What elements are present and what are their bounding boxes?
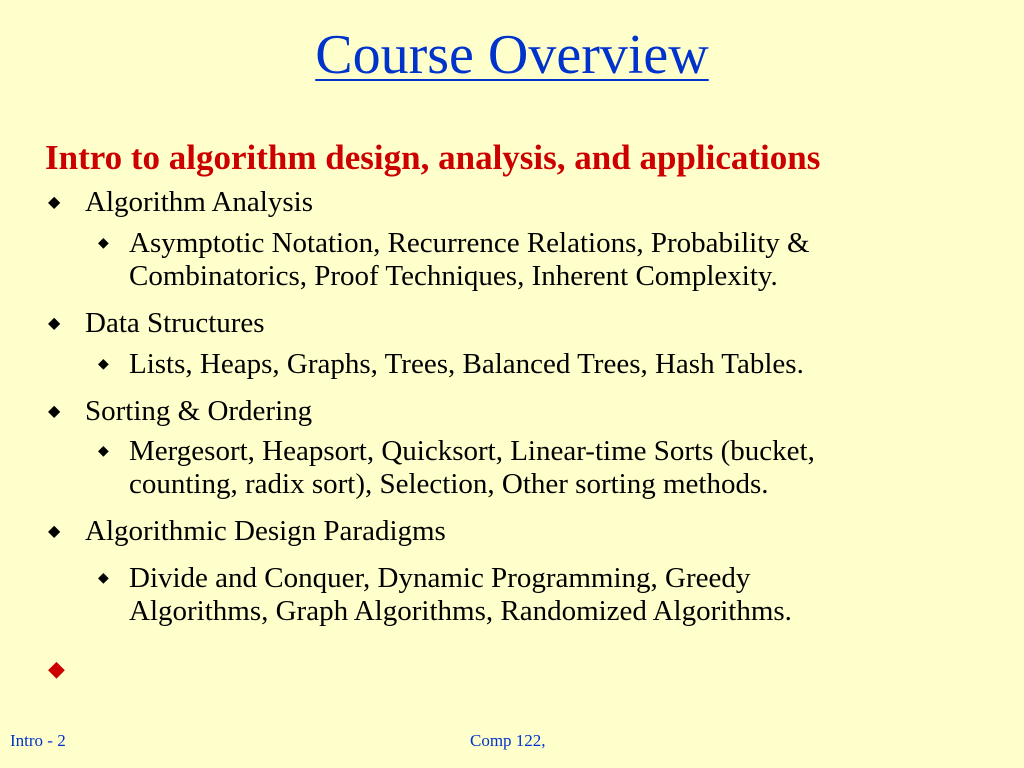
diamond-bullet-icon: ◆ — [48, 315, 61, 332]
sub-bullet-line: Lists, Heaps, Graphs, Trees, Balanced Trees, Hash Tables. — [129, 348, 804, 380]
diamond-bullet-icon: ◆ — [48, 523, 61, 540]
sub-bullet-line: Algorithms, Graph Algorithms, Randomized Algorithms. — [129, 595, 792, 627]
diamond-sub-bullet-icon: ◆ — [98, 444, 109, 459]
bullet-label: Data Structures — [85, 307, 265, 339]
slide-title[interactable]: Course Overview — [315, 24, 709, 86]
diamond-bullet-icon: ◆ — [48, 194, 61, 211]
bullet-label: Sorting & Ordering — [85, 395, 313, 427]
diamond-sub-bullet-icon: ◆ — [98, 571, 109, 586]
bullet-label: Algorithm Analysis — [85, 186, 313, 218]
sub-bullet-line: Combinatorics, Proof Techniques, Inherent Complexity. — [129, 260, 778, 292]
sub-bullet-line: Divide and Conquer, Dynamic Programming, Greedy — [129, 562, 751, 594]
empty-red-diamond-bullet-icon: ◆ — [48, 656, 65, 681]
diamond-sub-bullet-icon: ◆ — [98, 357, 109, 372]
slide-subheading: Intro to algorithm design, analysis, and applications — [45, 138, 821, 177]
sub-bullet-line: Asymptotic Notation, Recurrence Relations, Probability & — [129, 227, 810, 259]
diamond-sub-bullet-icon: ◆ — [98, 236, 109, 251]
sub-bullet-line: counting, radix sort), Selection, Other sorting methods. — [129, 468, 769, 500]
bullet-label: Algorithmic Design Paradigms — [85, 515, 446, 547]
slide-number-footer: Intro - 2 — [10, 731, 66, 750]
course-footer: Comp 122, — [470, 731, 546, 750]
sub-bullet-line: Mergesort, Heapsort, Quicksort, Linear-time Sorts (bucket, — [129, 435, 815, 467]
diamond-bullet-icon: ◆ — [48, 403, 61, 420]
